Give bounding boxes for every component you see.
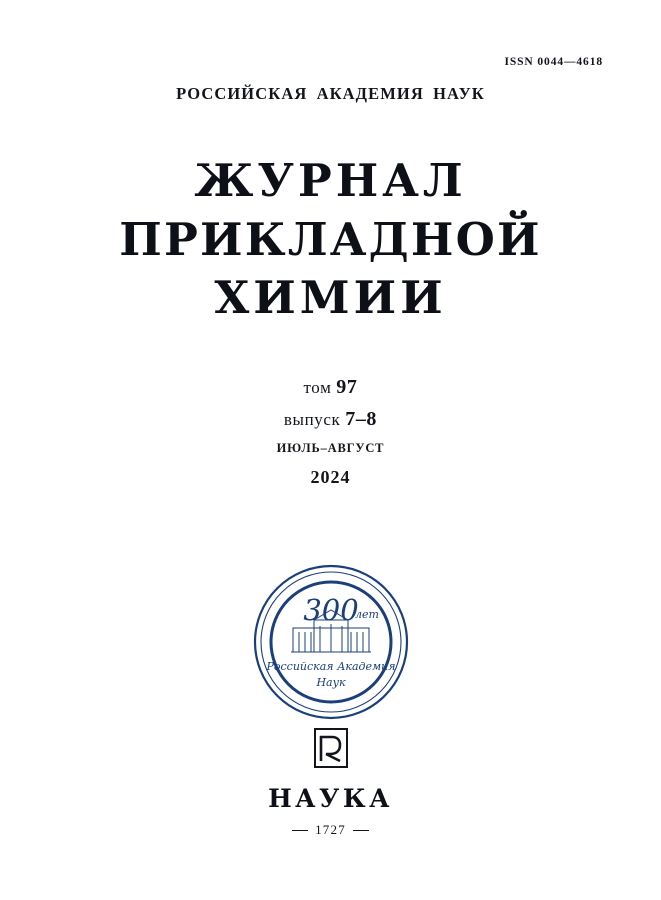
svg-text:Наук: Наук [315,675,346,689]
svg-text:300: 300 [302,592,359,627]
academy-name: РОССИЙСКАЯ АКАДЕМИЯ НАУК [176,84,485,103]
title-line-1: ЖУРНАЛ [194,154,467,207]
issue-year: 2024 [310,466,351,487]
publisher-founded [292,822,369,838]
publisher-founded-year: 1727 [315,822,346,837]
dash-left [292,830,308,831]
issue-line [277,408,385,431]
svg-text:Российская Академия: Российская Академия [265,659,396,673]
publisher-name: НАУКА [268,784,393,813]
issue-info [277,376,385,488]
volume-line [277,376,385,399]
volume-value: 97 [336,375,358,398]
nauka-publisher-mark-icon [314,728,348,768]
issn-text: ISSN 0044—4618 [504,56,603,68]
svg-text:лет: лет [354,607,379,621]
volume-label: том [303,377,332,397]
issue-value: 7–8 [345,407,378,430]
ras-300-anniversary-emblem-icon [251,562,411,722]
title-line-3: ХИМИИ [214,271,447,324]
page-title [119,152,541,328]
issue-months: ИЮЛЬ–АВГУСТ [276,440,385,455]
publisher-block [0,728,661,838]
dash-right [353,830,369,831]
title-line-2: ПРИКЛАДНОЙ [119,212,542,266]
issue-label: выпуск [283,409,341,429]
